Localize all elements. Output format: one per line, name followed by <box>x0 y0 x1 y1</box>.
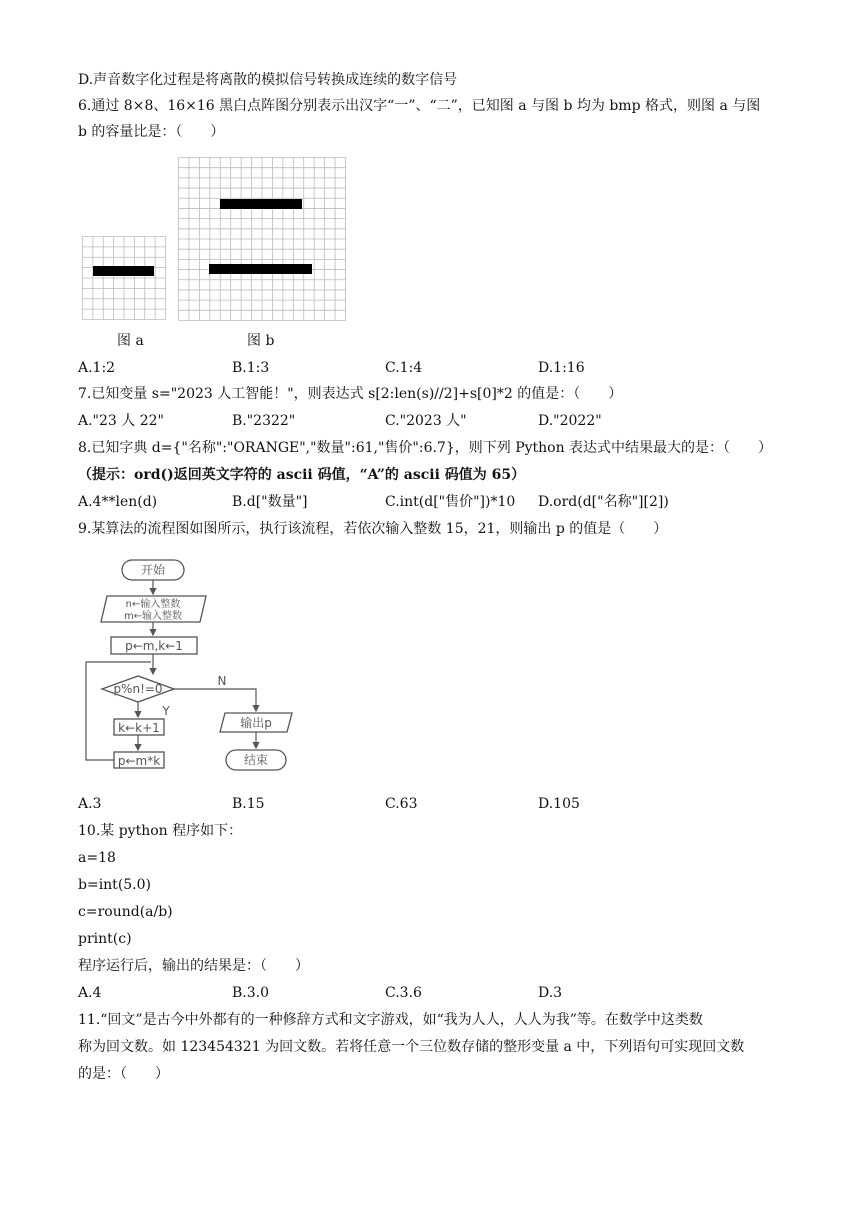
q5-option-d: D.声音数字化过程是将离散的模拟信号转换成连续的数字信号 <box>78 72 458 88</box>
q10-prompt: 程序运行后，输出的结果是：（ ） <box>78 958 309 974</box>
fc-start-label: 开始 <box>140 563 166 577</box>
q10-option-a: A.4 <box>78 985 102 1001</box>
q10-option-c: C.3.6 <box>385 985 422 1001</box>
q10-code-line4: print(c) <box>78 931 132 947</box>
q6-option-b: B.1:3 <box>232 360 270 376</box>
q8-option-d: D.ord(d["名称"][2]) <box>538 494 669 510</box>
fc-step2-label: p←m*k <box>117 754 161 768</box>
q10-option-d: D.3 <box>538 985 563 1001</box>
fc-yes-label: Y <box>162 704 170 718</box>
fc-output-label: 输出p <box>240 716 272 730</box>
q6-stem-line1: 6.通过 8×8、16×16 黑白点阵图分别表示出汉字“一”、“二”，已知图 a 与图 b 均为 bmp 格式，则图 a 与图 <box>78 98 761 114</box>
fc-input1-label: n←输入整数 <box>125 599 181 610</box>
q8-stem: 8.已知字典 d={"名称":"ORANGE","数量":61,"售价":6.7}，则下列 Python 表达式中结果最大的是：（ ） <box>78 440 773 456</box>
q9-option-d: D.105 <box>538 796 580 812</box>
figure-a-caption: 图 a <box>117 333 144 349</box>
q6-option-d: D.1:16 <box>538 360 585 376</box>
q6-option-a: A.1:2 <box>78 360 116 376</box>
q10-stem: 10.某 python 程序如下： <box>78 823 243 839</box>
q7-option-b: B."2322" <box>232 413 296 429</box>
q11-stem-line2: 称为回文数。如 123454321 为回文数。若将任意一个三位数存储的整形变量 a 中，下列语句可实现回文数 <box>78 1039 745 1055</box>
q11-stem-line3: 的是：（ ） <box>78 1066 169 1082</box>
figure-b-caption: 图 b <box>247 333 275 349</box>
q8-option-b: B.d["数量"] <box>232 494 308 510</box>
fc-no-label: N <box>217 674 227 688</box>
q6-stem-line2: b 的容量比是：（ ） <box>78 124 225 140</box>
q8-hint: （提示：ord()返回英文字符的 ascii 码值，“A”的 ascii 码值为 65） <box>78 467 526 483</box>
fc-input2-label: m←输入整数 <box>123 611 183 622</box>
fc-init-label: p←m,k←1 <box>125 639 183 653</box>
q10-option-b: B.3.0 <box>232 985 270 1001</box>
figure-b-grid <box>178 157 346 321</box>
q8-option-a: A.4**len(d) <box>78 494 158 510</box>
q8-option-c: C.int(d["售价"])*10 <box>385 494 516 510</box>
q10-code-line1: a=18 <box>78 850 116 866</box>
fc-cond-label: p%n!=0 <box>113 682 163 696</box>
q7-option-a: A."23 人 22" <box>78 413 164 429</box>
fc-step1-label: k←k+1 <box>118 721 160 735</box>
q9-stem: 9.某算法的流程图如图所示，执行该流程，若依次输入整数 15，21，则输出 p 的值是（ ） <box>78 521 668 537</box>
q7-option-d: D."2022" <box>538 413 602 429</box>
q9-flowchart <box>80 552 295 782</box>
q11-stem-line1: 11.“回文”是古今中外都有的一种修辞方式和文字游戏，如“我为人人，人人为我”等。在数学中这类数 <box>78 1012 703 1028</box>
q6-option-c: C.1:4 <box>385 360 423 376</box>
fc-end-label: 结束 <box>243 753 269 767</box>
q10-code-line2: b=int(5.0) <box>78 877 152 893</box>
q9-option-a: A.3 <box>78 796 102 812</box>
q9-option-b: B.15 <box>232 796 265 812</box>
figure-a-grid <box>82 236 166 320</box>
q9-option-c: C.63 <box>385 796 418 812</box>
q7-option-c: C."2023 人" <box>385 413 467 429</box>
q7-stem: 7.已知变量 s="2023 人工智能！"，则表达式 s[2:len(s)//2]+s[0]*2 的值是：（ ） <box>78 386 623 402</box>
q10-code-line3: c=round(a/b) <box>78 904 173 920</box>
